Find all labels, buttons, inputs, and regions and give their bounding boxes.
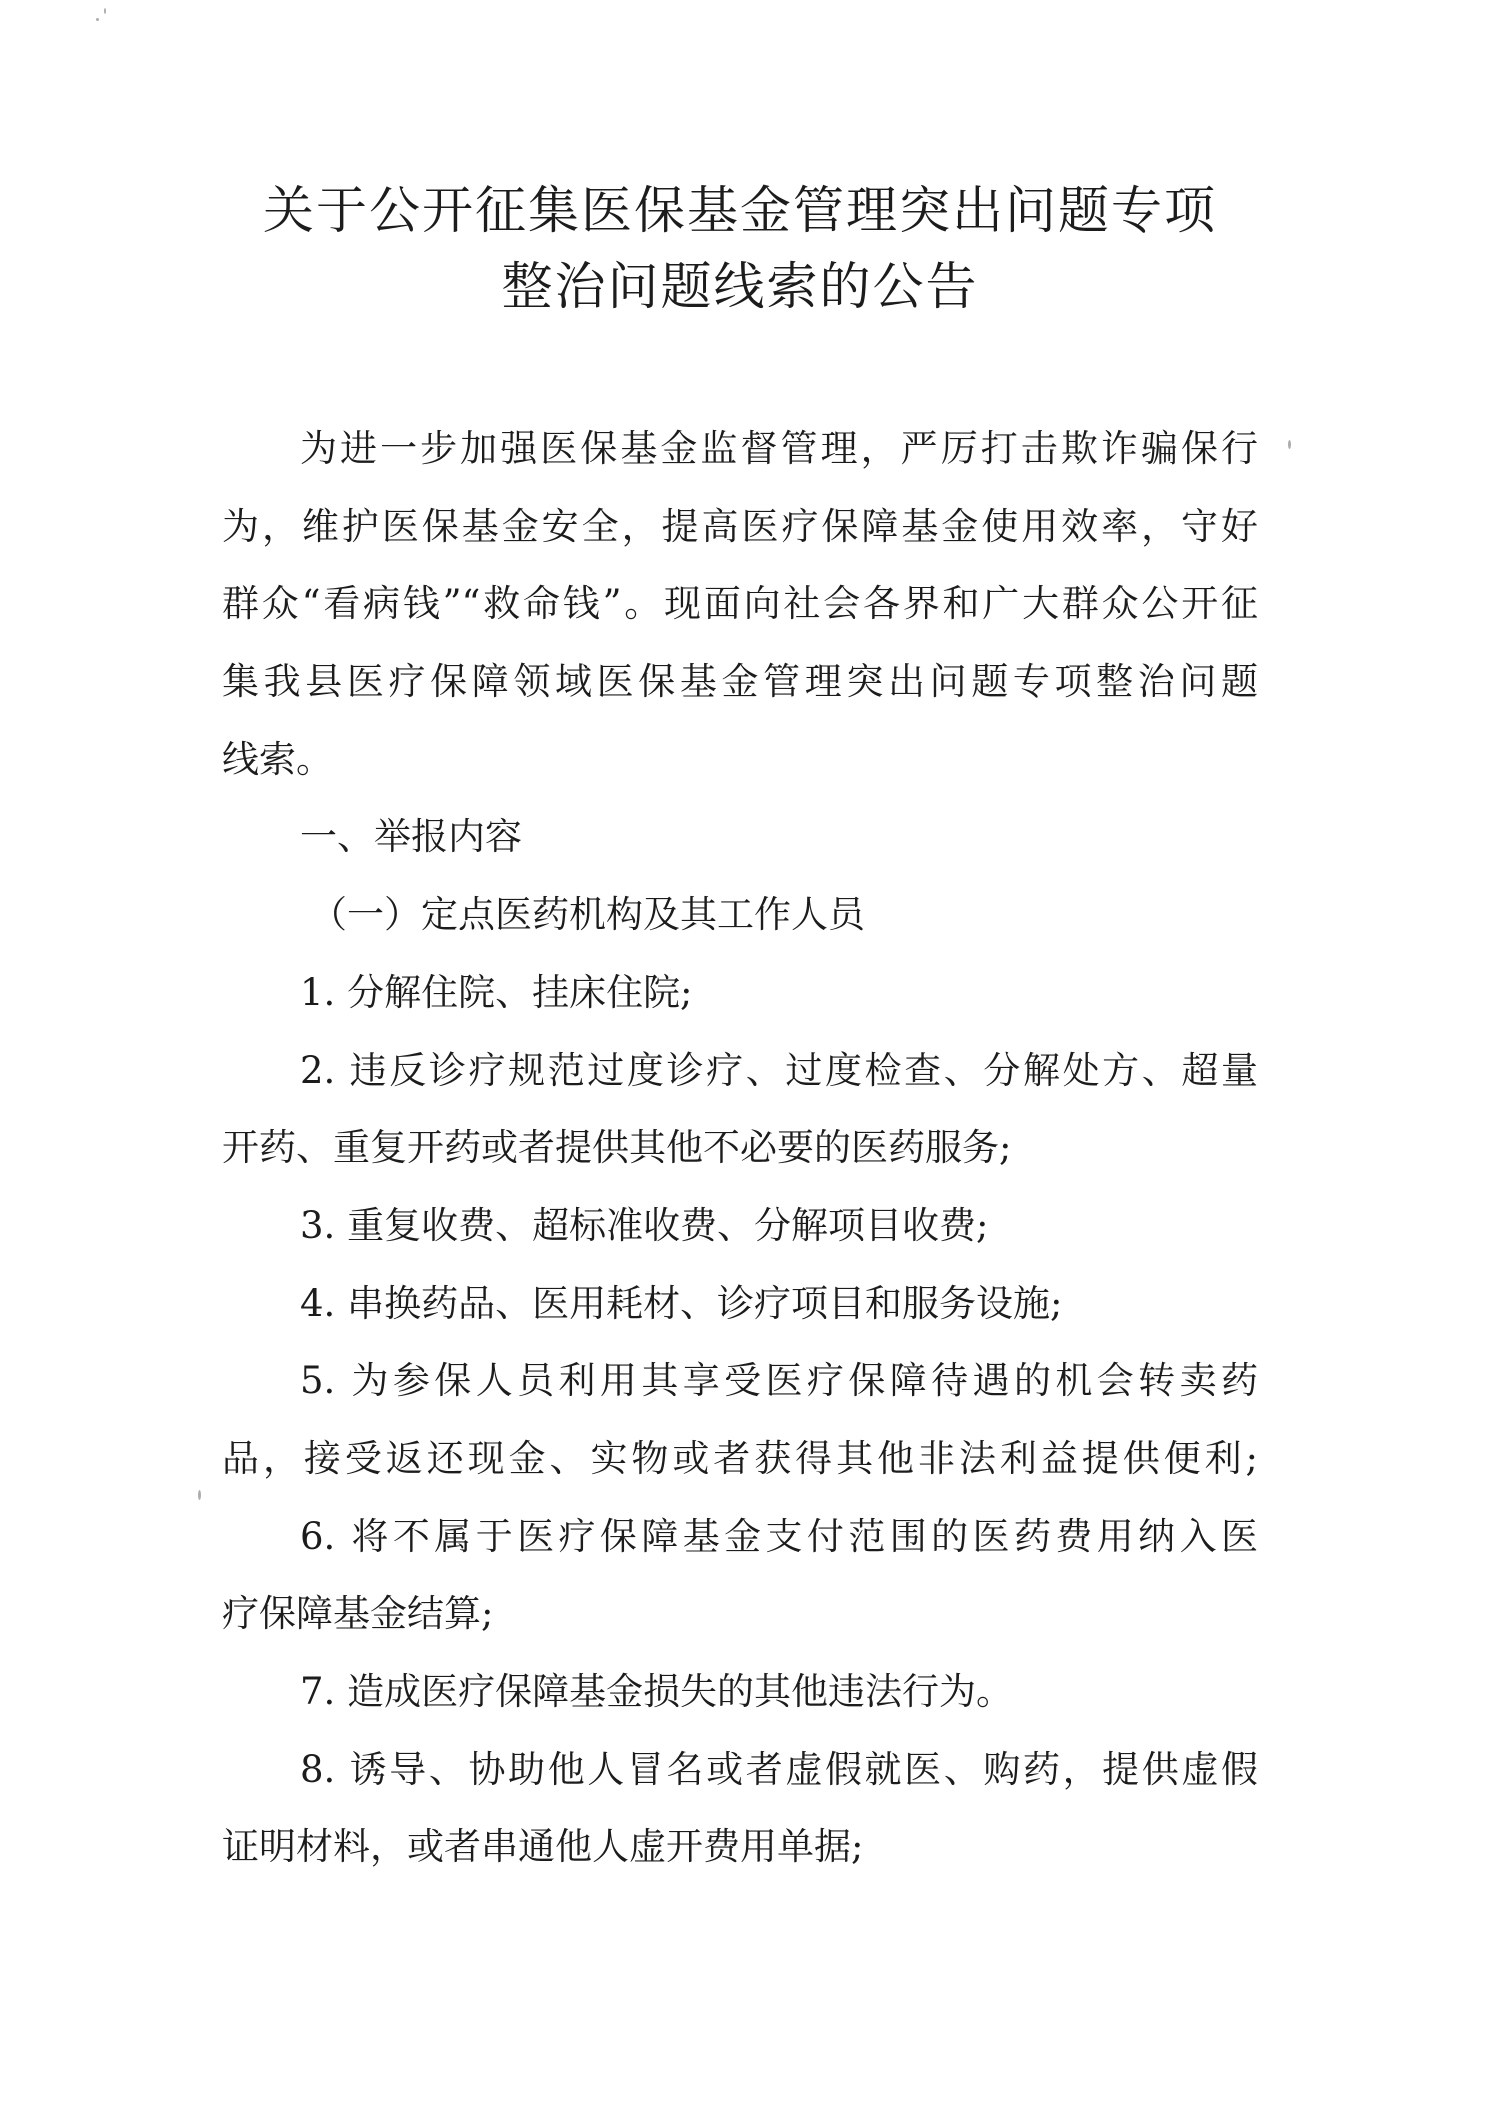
- list-item-5-line2: 品，接受返还现金、实物或者获得其他非法利益提供便利;: [222, 1437, 1258, 1480]
- list-item-7: 7. 造成医疗保障基金损失的其他违法行为。: [300, 1670, 1014, 1713]
- scan-speck: [96, 18, 99, 21]
- list-item-8-line2: 证明材料，或者串通他人虚开费用单据;: [222, 1825, 864, 1868]
- list-item-5-line1: 5. 为参保人员利用其享受医疗保障待遇的机会转卖药: [300, 1359, 1258, 1402]
- list-item-2-line1: 2. 违反诊疗规范过度诊疗、过度检查、分解处方、超量: [300, 1049, 1258, 1092]
- list-item-6-line2: 疗保障基金结算;: [222, 1592, 494, 1635]
- list-item-1: 1. 分解住院、挂床住院;: [300, 971, 693, 1014]
- list-item-8-line1: 8. 诱导、协助他人冒名或者虚假就医、购药，提供虚假: [300, 1748, 1258, 1791]
- subsection-heading-institutions: （一）定点医药机构及其工作人员: [310, 893, 865, 936]
- intro-line5: 线索。: [222, 738, 333, 781]
- list-item-3: 3. 重复收费、超标准收费、分解项目收费;: [300, 1204, 989, 1247]
- document-title-line1: 关于公开征集医保基金管理突出问题专项: [262, 182, 1217, 241]
- scan-speck: [104, 8, 106, 14]
- list-item-6-line1: 6. 将不属于医疗保障基金支付范围的医药费用纳入医: [300, 1515, 1258, 1558]
- document-title-line2: 整治问题线索的公告: [501, 258, 979, 317]
- section-heading-report-content: 一、举报内容: [300, 815, 522, 858]
- scan-speck: [198, 1490, 201, 1500]
- intro-line4: 集我县医疗保障领域医保基金管理突出问题专项整治问题: [222, 660, 1258, 703]
- scan-speck: [1288, 440, 1291, 449]
- list-item-4: 4. 串换药品、医用耗材、诊疗项目和服务设施;: [300, 1282, 1063, 1325]
- intro-line2: 为，维护医保基金安全，提高医疗保障基金使用效率，守好: [222, 505, 1258, 548]
- intro-line3: 群众“看病钱”“救命钱”。现面向社会各界和广大群众公开征: [222, 582, 1258, 625]
- list-item-2-line2: 开药、重复开药或者提供其他不必要的医药服务;: [222, 1126, 1012, 1169]
- intro-line1: 为进一步加强医保基金监督管理，严厉打击欺诈骗保行: [300, 427, 1258, 470]
